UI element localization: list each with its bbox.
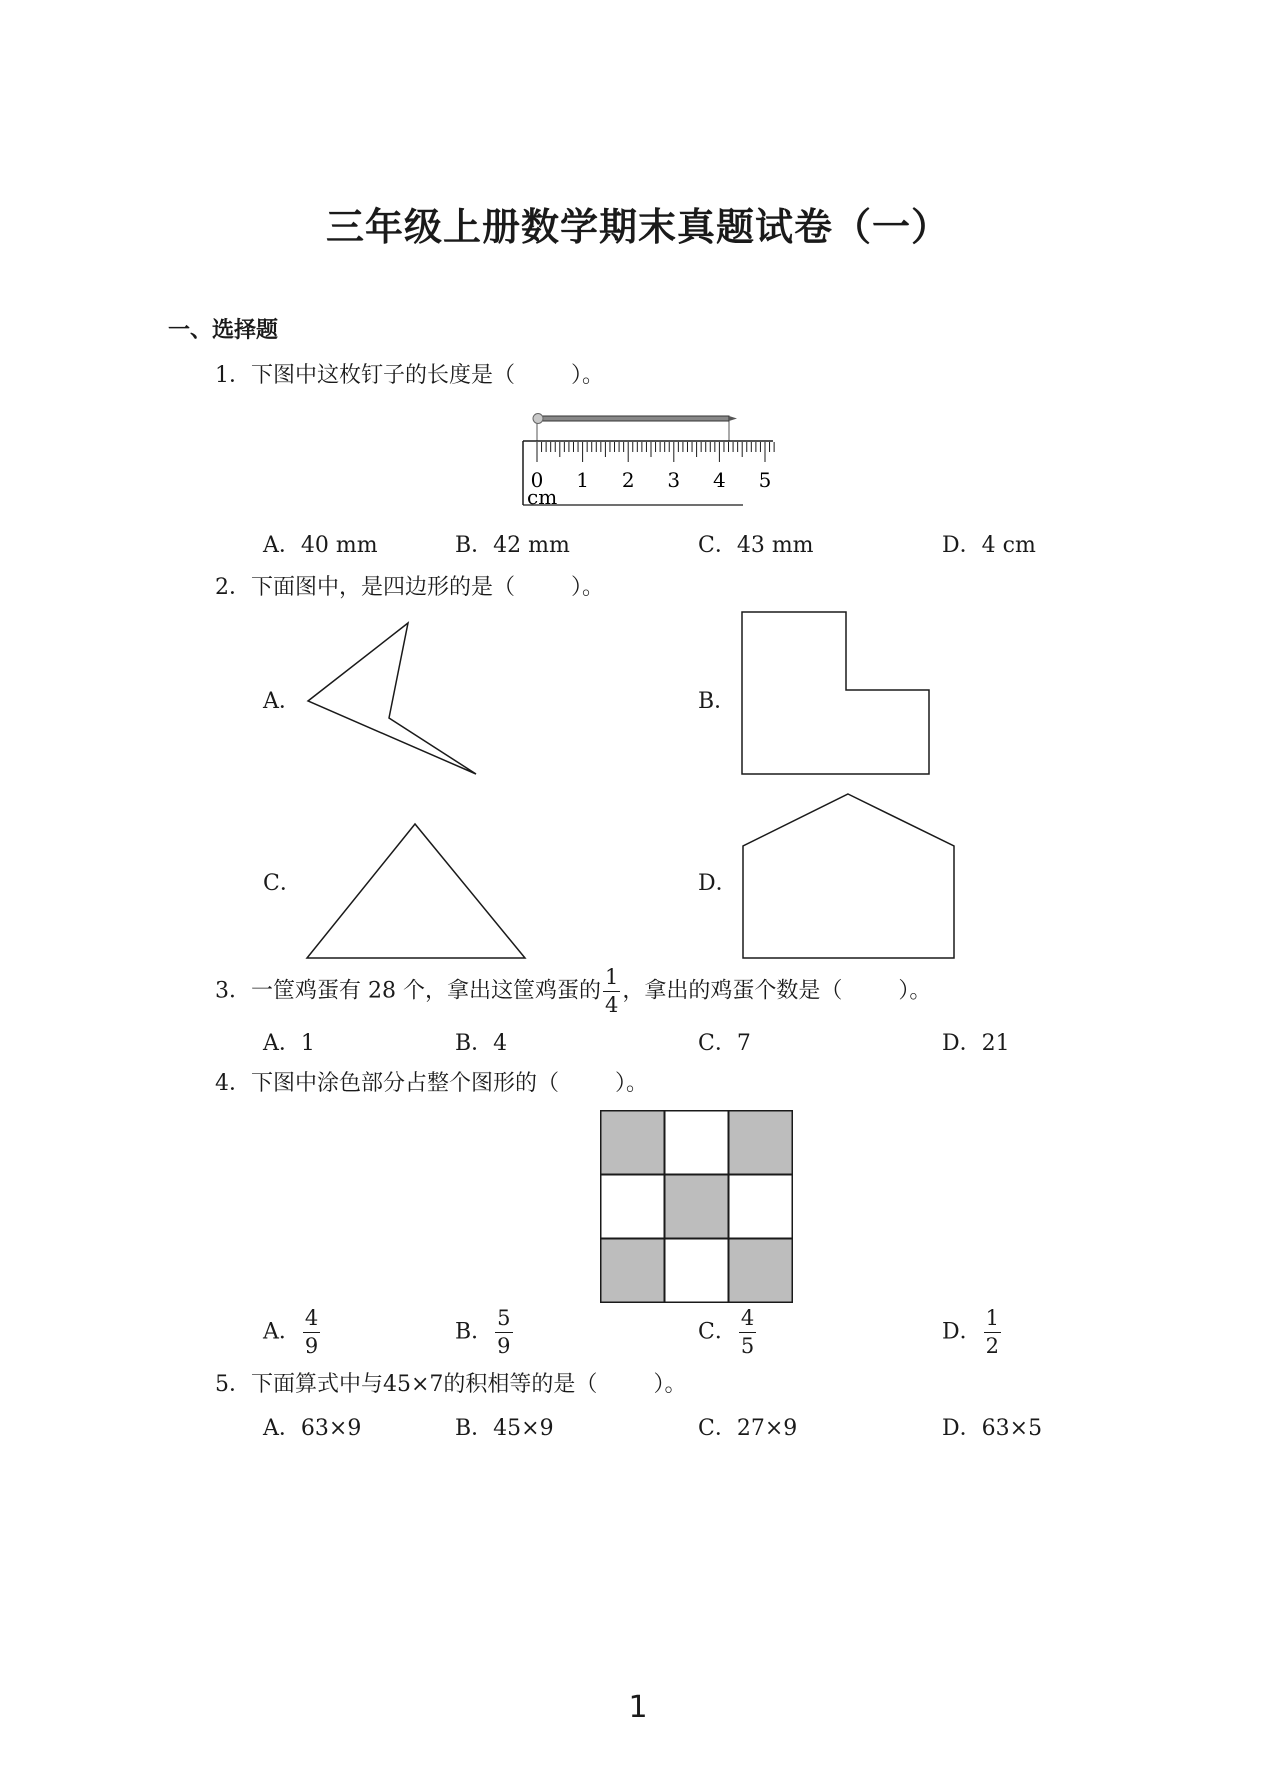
q2-option-c-label[interactable]: C． (263, 871, 302, 896)
q1-option-a[interactable]: A．40 mm (263, 533, 378, 558)
ruler-tick-label: 4 (713, 468, 726, 492)
q3-option-c[interactable]: C．7 (698, 1031, 751, 1056)
question-3-stem-a: 3．一筐鸡蛋有 28 个，拿出这筐鸡蛋的 (215, 978, 601, 1004)
grid-cell-shaded (729, 1239, 793, 1303)
ruler-unit-label: cm (527, 485, 558, 509)
q2-option-b-label[interactable]: B． (698, 689, 737, 714)
question-3-stem-end: ）。 (898, 978, 932, 1004)
question-2-stem-end: ）。 (571, 575, 605, 600)
grid-cell-blank (729, 1175, 793, 1239)
page-number: 1 (628, 1690, 648, 1725)
ruler-tick-label: 2 (621, 468, 635, 492)
grid-cell-shaded (601, 1239, 665, 1303)
q4-option-a[interactable]: A． $\frac{4}{9}$ (263, 1306, 319, 1358)
question-4-stem: 4．下图中涂色部分占整个图形的（ (215, 1071, 559, 1096)
q1-option-d[interactable]: D．4 cm (942, 533, 1036, 558)
q3-option-b[interactable]: B．4 (455, 1031, 508, 1056)
grid-cell-shaded (729, 1111, 793, 1175)
ruler-tick-label: 0 (530, 468, 544, 492)
grid-cell-blank (601, 1175, 665, 1239)
q5-option-d[interactable]: D．63×5 (942, 1416, 1043, 1441)
grid-cell-blank (665, 1111, 729, 1175)
q1-option-b[interactable]: B．42 mm (455, 533, 570, 558)
q2-option-d-label[interactable]: D． (698, 871, 738, 896)
question-5-stem: 5．下面算式中与45×7的积相等的是（ (215, 1372, 598, 1397)
q1-option-c[interactable]: C．43 mm (698, 533, 814, 558)
question-3 (215, 967, 931, 1016)
q2-option-a-label[interactable]: A． (263, 689, 301, 714)
question-3-stem-b: ，拿出的鸡蛋个数是（ (622, 978, 843, 1004)
question-4 (215, 1066, 648, 1097)
question-1-stem-end: ）。 (571, 363, 605, 388)
q4-option-c[interactable]: C． $\frac{4}{5}$ (698, 1306, 755, 1358)
question-4-stem-end: ）。 (615, 1071, 649, 1096)
q4-option-b[interactable]: B． $\frac{5}{9}$ (455, 1306, 511, 1358)
grid-cell-shaded (601, 1111, 665, 1175)
q5-option-a[interactable]: A．63×9 (263, 1416, 362, 1441)
q3-option-a[interactable]: A．1 (263, 1031, 315, 1056)
question-5 (215, 1367, 686, 1398)
ruler-tick-label: 5 (758, 468, 772, 492)
page-title: 三年级上册数学期末真题试卷（一） (325, 205, 950, 249)
q5-option-c[interactable]: C．27×9 (698, 1416, 798, 1441)
q3-option-d[interactable]: D．21 (942, 1031, 1010, 1056)
section-heading: 一、选择题 (168, 318, 279, 343)
question-1-stem: 1．下图中这枚钉子的长度是（ (215, 363, 515, 388)
ruler-tick-label: 3 (667, 468, 681, 492)
question-2-stem: 2．下面图中，是四边形的是（ (215, 575, 515, 600)
question-5-stem-end: ）。 (653, 1372, 687, 1397)
q4-option-d[interactable]: D． $\frac{1}{2}$ (942, 1306, 1000, 1358)
shaded-grid (600, 1110, 792, 1302)
grid-cell-blank (665, 1239, 729, 1303)
ruler-tick-label: 1 (576, 468, 589, 492)
q5-option-b[interactable]: B．45×9 (455, 1416, 554, 1441)
grid-cell-shaded (665, 1175, 729, 1239)
question-3-fraction: $\frac{1}{4}$ (604, 965, 619, 1017)
